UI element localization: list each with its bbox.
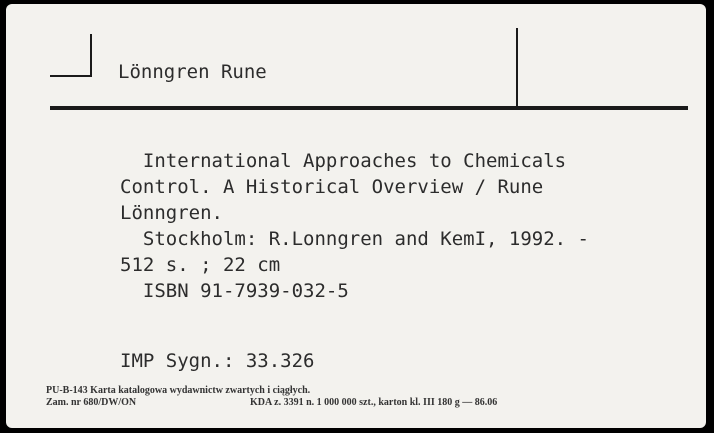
physical-description-line: 512 s. ; 22 cm	[120, 254, 281, 276]
title-line: Control. A Historical Overview / Rune	[120, 176, 544, 198]
corner-rule-vertical	[90, 34, 92, 76]
isbn-line: ISBN 91-7939-032-5	[120, 280, 349, 302]
header-rule-vertical	[516, 28, 518, 106]
header-rule	[50, 106, 688, 110]
call-number: IMP Sygn.: 33.326	[120, 350, 315, 372]
print-run-info: KDA z. 3391 n. 1 000 000 szt., karton kl. III 180 g — 86.06	[250, 397, 498, 408]
catalog-card	[6, 4, 706, 428]
bibliographic-description	[120, 148, 589, 304]
corner-rule-horizontal	[50, 75, 92, 77]
order-number: Zam. nr 680/DW/ON	[46, 397, 137, 408]
printer-footer-line: PU-B-143 Karta katalogowa wydawnictw zwartych i ciągłych.	[46, 385, 311, 396]
imprint-line: Stockholm: R.Lonngren and KemI, 1992. -	[120, 228, 589, 250]
author-heading: Lönngren Rune	[118, 61, 267, 83]
title-line: International Approaches to Chemicals	[120, 150, 567, 172]
title-line: Lönngren.	[120, 202, 223, 224]
